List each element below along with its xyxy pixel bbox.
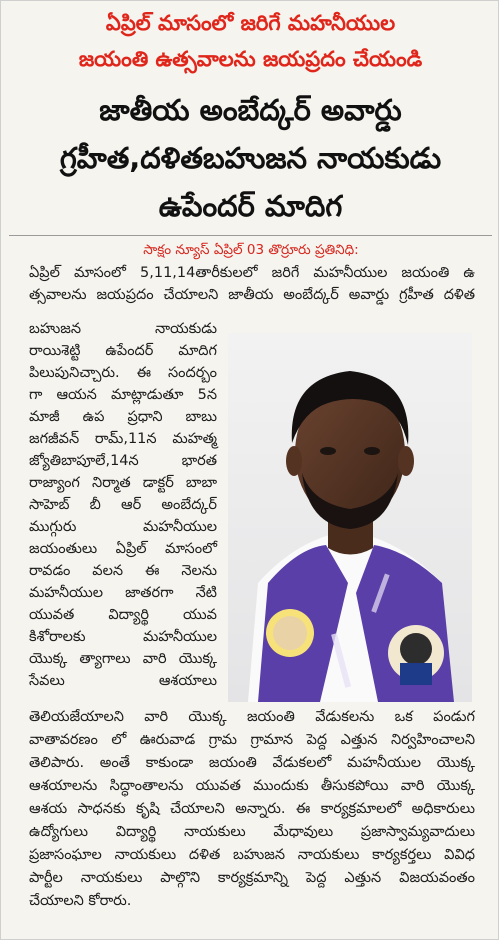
column-line: బహుజన నాయకుడు <box>29 321 217 337</box>
body-line: ఏప్రిల్ మాసంలో 5,11,14తారీకులలో జరిగే మహనీయుల జయంతి ఉ <box>29 265 475 281</box>
headline-black-line-1: జాతీయ అంబేద్కర్ అవార్డు <box>99 93 402 127</box>
dateline: సాక్షం న్యూస్ ఏప్రిల్ 03 తొర్రూరు ప్రతినిధి: <box>143 242 359 258</box>
column-line: యొక్క త్యాగాలు వారి యొక్క <box>29 651 217 667</box>
body-line: ఉద్యోగులు విద్యార్థి నాయకులు మేధావులు ప్రజాస్వామ్యవాదులు <box>29 824 475 840</box>
body-line: ఆశయాలను సిద్ధాంతాలను యువత ముందుకు తీసుకపోయి వారి యొక్క <box>29 778 475 794</box>
headline-red-line-1: ఏప్రిల్ మాసంలో జరిగే మహనీయుల <box>105 11 396 35</box>
body-line: చేయాలని కోరారు. <box>29 893 132 909</box>
headline-red-line-2: జయంతి ఉత్సవాలను జయప్రదం చేయండి <box>78 47 423 71</box>
headline-black-line-3: ఉపేందర్ మాదిగ <box>158 189 343 223</box>
column-line: రాజ్యాంగ నిర్మాత డాక్టర్ బాబా <box>29 475 217 491</box>
body-line: త్సవాలను జయప్రదం చేయాలని జాతీయ అంబేద్కర్ అవార్డు గ్రహీత దళిత <box>29 287 475 303</box>
body-line: తెలియజేయాలని వారి యొక్క జయంతి వేడుకలను ఒక పండుగ <box>29 709 475 725</box>
headline-black-line-2: గ్రహీత,దళితబహుజన నాయకుడు <box>59 141 442 175</box>
portrait-photo <box>228 333 472 702</box>
column-line: రావడం వలన ఈ నెలను <box>29 563 217 579</box>
column-line: సేవలు ఆశయాలు <box>29 673 217 689</box>
column-line: యువత విద్యార్థి యువ <box>29 607 217 623</box>
body-line: ప్రజాసంఘాల నాయకులు దళిత బహుజన నాయకులు కార్యకర్తలు వివిధ <box>29 847 475 863</box>
body-line: ఆశయ సాధనకు కృషి చేయాలని అన్నారు. ఈ కార్యక్రమాలలో అధికారులు <box>29 801 475 817</box>
column-line: పిలుపునిచ్చారు. ఈ సందర్బం <box>29 365 217 381</box>
body-line: వాతావరణం లో ఊరువాడ గ్రామ గ్రామాన పెద్ద ఎత్తున నిర్వహించాలని <box>29 732 475 748</box>
column-line: జయంతులు ఏప్రిల్ మాసంలో <box>29 541 217 557</box>
body-line: పార్టీల నాయకులు పాల్గొని కార్యక్రమాన్ని పెద్ద ఎత్తున విజయవంతం <box>29 870 475 886</box>
column-line: గా ఆయన మాట్లాడుతూ 5న <box>29 387 217 403</box>
column-line: జగజీవన్ రామ్,11న మహత్మ <box>29 431 217 447</box>
column-line: ముగ్గురు మహనీయుల <box>29 519 217 535</box>
column-line: జ్యోతిబాపూలే,14న భారత <box>29 453 217 469</box>
column-line: సాహెబ్ బీ ఆర్ అంబేద్కర్ <box>29 497 217 513</box>
column-line: మహనీయుల జాతరగా నేటి <box>29 585 217 601</box>
column-line: కిశోరాలకు మహనీయుల <box>29 629 217 645</box>
column-line: రాయిశెట్టి ఉపేందర్ మాదిగ <box>29 343 217 359</box>
body-line: తెలిపారు. అంతే కాకుండా జయంతి వేడుకలలో మహనీయుల యొక్క <box>29 755 475 771</box>
headline-divider <box>9 235 492 236</box>
column-line: మాజీ ఉప ప్రధాని బాబు <box>29 409 217 425</box>
